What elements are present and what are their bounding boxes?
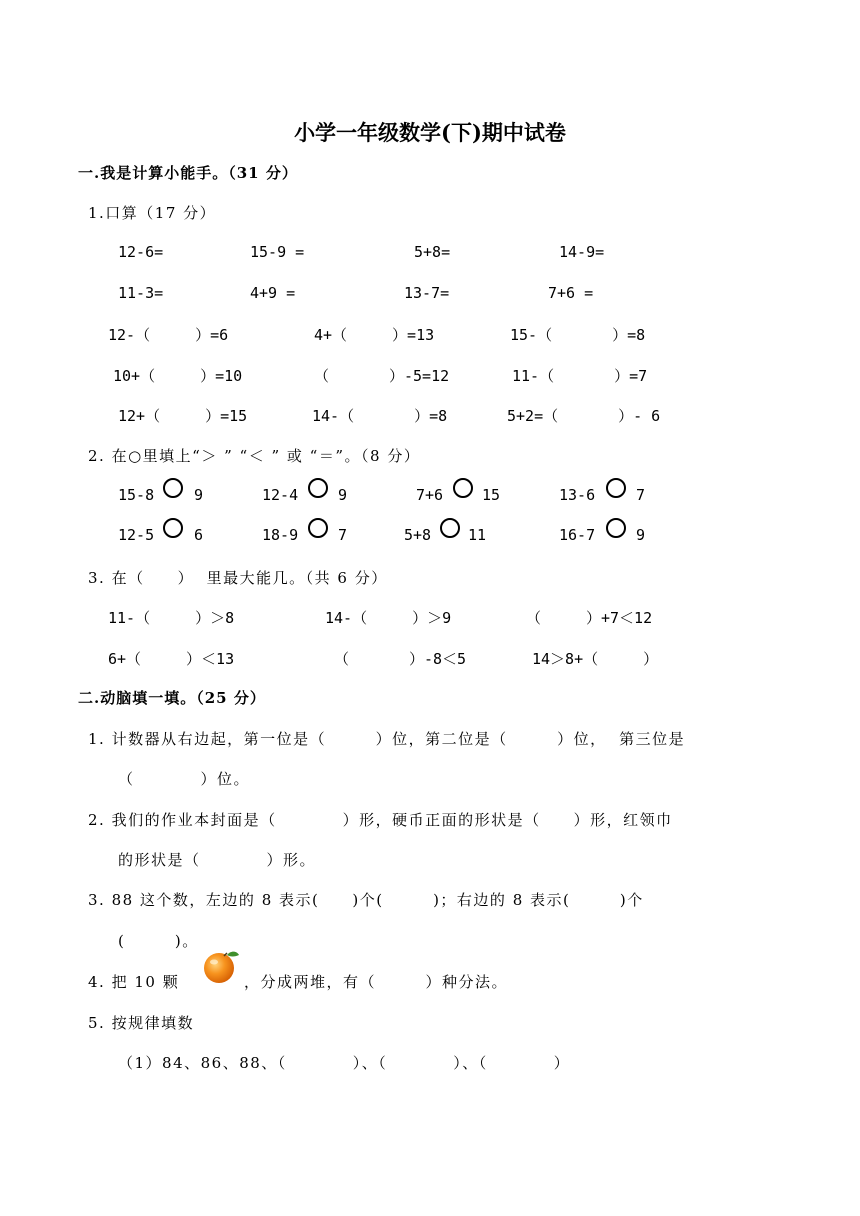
answer-circle[interactable] — [606, 478, 626, 498]
compare-left: 18-9 — [262, 526, 299, 544]
calc-item: 15-（ ）=8 — [510, 326, 646, 344]
answer-circle[interactable] — [440, 518, 460, 538]
calc-item: 5+8= — [414, 243, 451, 261]
s2-q1-line2: （ ）位。 — [118, 770, 251, 788]
calc-item: 13-7= — [404, 284, 450, 302]
compare-left: 12-4 — [262, 486, 299, 504]
answer-circle[interactable] — [308, 518, 328, 538]
inequality-item: （ ）-8＜5 — [334, 650, 467, 668]
compare-left: 5+8 — [404, 526, 432, 544]
q2-label: 2. 在○里填上“＞ ” “＜ ” 或 “＝”。（8 分） — [88, 447, 421, 465]
compare-left: 13-6 — [559, 486, 596, 504]
q1-label: 1.口算（17 分） — [88, 204, 217, 222]
calc-item: 12+（ ）=15 — [118, 407, 248, 425]
calc-item: 11-（ ）=7 — [512, 367, 648, 385]
inequality-item: 11-（ ）＞8 — [108, 609, 235, 627]
calc-item: 5+2=（ ）- 6 — [507, 407, 661, 425]
s2-q1-line1: 1. 计数器从右边起，第一位是（ ）位，第二位是（ ）位， 第三位是 — [88, 730, 686, 748]
inequality-item: 6+（ ）＜13 — [108, 650, 235, 668]
calc-item: （ ）-5=12 — [314, 367, 450, 385]
calc-item: 4+（ ）=13 — [314, 326, 435, 344]
compare-left: 15-8 — [118, 486, 155, 504]
calc-item: 10+（ ）=10 — [113, 367, 243, 385]
calc-item: 11-3= — [118, 284, 164, 302]
inequality-item: 14＞8+（ ） — [532, 650, 659, 668]
s2-q5-label: 5. 按规律填数 — [88, 1014, 195, 1032]
inequality-item: 14-（ ）＞9 — [325, 609, 452, 627]
compare-right: 9 — [338, 486, 348, 504]
s2-q3-line1: 3. 88 这个数，左边的 8 表示( )个( )；右边的 8 表示( )个 — [88, 891, 644, 909]
q3-label: 3. 在（ ） 里最大能几。（共 6 分） — [88, 569, 388, 587]
answer-circle[interactable] — [163, 518, 183, 538]
compare-right: 11 — [468, 526, 487, 544]
s2-q2-line2: 的形状是（ ）形。 — [118, 851, 317, 869]
compare-left: 12-5 — [118, 526, 155, 544]
compare-right: 9 — [194, 486, 204, 504]
page-title: 小学一年级数学(下)期中试卷 — [294, 120, 566, 145]
calc-item: 14-9= — [559, 243, 605, 261]
inequality-item: （ ）+7＜12 — [526, 609, 653, 627]
s2-q4-suffix: ，分成两堆，有（ ）种分法。 — [244, 973, 509, 991]
section2-heading: 二.动脑填一填。（25 分） — [78, 689, 266, 707]
compare-right: 6 — [194, 526, 204, 544]
s2-q3-line2: ( )。 — [118, 932, 199, 950]
answer-circle[interactable] — [163, 478, 183, 498]
compare-left: 7+6 — [416, 486, 444, 504]
calc-item: 12-（ ）=6 — [108, 326, 229, 344]
calc-item: 4+9 = — [250, 284, 296, 302]
calc-item: 14-（ ）=8 — [312, 407, 448, 425]
compare-right: 7 — [636, 486, 646, 504]
calc-item: 15-9 = — [250, 243, 305, 261]
calc-item: 12-6= — [118, 243, 164, 261]
compare-right: 7 — [338, 526, 348, 544]
s2-q5-line: （1）84、86、88、（ ）、（ ）、（ ） — [118, 1054, 571, 1072]
compare-right: 15 — [482, 486, 501, 504]
s2-q4-prefix: 4. 把 10 颗 — [88, 973, 180, 991]
calc-item: 7+6 = — [548, 284, 594, 302]
answer-circle[interactable] — [606, 518, 626, 538]
answer-circle[interactable] — [308, 478, 328, 498]
compare-right: 9 — [636, 526, 646, 544]
orange-fruit-icon — [200, 947, 242, 985]
section1-heading: 一.我是计算小能手。（31 分） — [78, 164, 298, 182]
s2-q2-line1: 2. 我们的作业本封面是（ ）形，硬币正面的形状是（ ）形，红领巾 — [88, 811, 673, 829]
answer-circle[interactable] — [453, 478, 473, 498]
compare-left: 16-7 — [559, 526, 596, 544]
